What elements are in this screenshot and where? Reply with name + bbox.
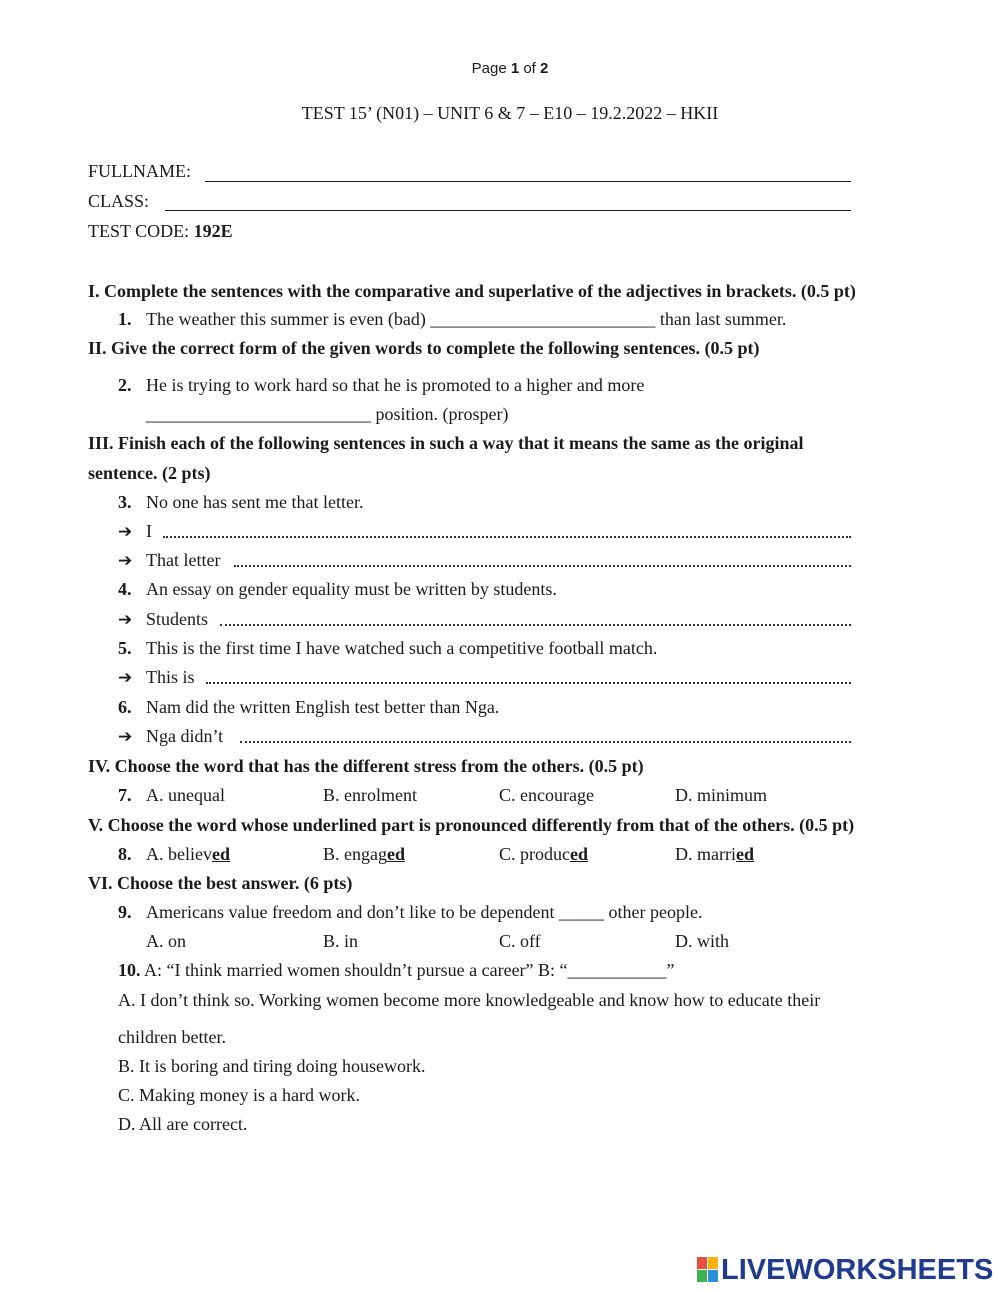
rewrite-6: ➔ Nga didn’t bbox=[118, 726, 224, 747]
question-2: 2. He is trying to work hard so that he is promoted to a higher and more bbox=[118, 375, 645, 395]
arrow-right-icon: ➔ bbox=[118, 668, 133, 688]
option-7d[interactable]: D. minimum bbox=[675, 785, 768, 805]
answer-line-5[interactable] bbox=[206, 682, 851, 684]
question-4: 4. An essay on gender equality must be written by students. bbox=[118, 579, 557, 599]
question-10: 10. A: “I think married women shouldn’t pursue a career” B: “___________” bbox=[118, 960, 675, 980]
arrow-right-icon: ➔ bbox=[118, 727, 133, 747]
option-9a[interactable]: A. on bbox=[146, 931, 186, 951]
answer-blank-1[interactable]: _________________________ bbox=[430, 309, 656, 329]
answer-line-3b[interactable] bbox=[234, 565, 851, 567]
test-code: TEST CODE: 192E bbox=[88, 221, 233, 241]
option-9c[interactable]: C. off bbox=[499, 931, 541, 951]
option-7a[interactable]: A. unequal bbox=[146, 785, 225, 805]
option-10a-line2[interactable]: children better. bbox=[118, 1027, 226, 1047]
option-10a[interactable]: A. I don’t think so. Working women become more knowledgeable and know how to educate their bbox=[118, 990, 821, 1010]
rewrite-3a: ➔ I bbox=[118, 521, 152, 542]
option-7c[interactable]: C. encourage bbox=[499, 785, 594, 805]
test-title: TEST 15’ (N01) – UNIT 6 & 7 – E10 – 19.2.2022 – HKII bbox=[301, 103, 719, 123]
option-8c[interactable]: C. produced bbox=[499, 844, 588, 864]
option-10b[interactable]: B. It is boring and tiring doing housework. bbox=[118, 1056, 426, 1076]
option-9b[interactable]: B. in bbox=[323, 931, 359, 951]
rewrite-3b: ➔ That letter bbox=[118, 550, 221, 571]
logo-block-v bbox=[697, 1270, 707, 1282]
section-3-heading: III. Finish each of the following sentences in such a way that it means the same as the original bbox=[88, 433, 804, 453]
section-2-heading: II. Give the correct form of the given words to complete the following sentences. (0.5 pt) bbox=[88, 338, 760, 358]
logo-block-l bbox=[697, 1257, 707, 1269]
logo-block-i bbox=[708, 1257, 718, 1269]
liveworksheets-wordmark: LIVEWORKSHEETS bbox=[721, 1253, 994, 1286]
question-6: 6. Nam did the written English test better than Nga. bbox=[118, 697, 500, 717]
option-8b[interactable]: B. engaged bbox=[323, 844, 405, 864]
question-5: 5. This is the first time I have watched such a competitive football match. bbox=[118, 638, 658, 658]
option-10d[interactable]: D. All are correct. bbox=[118, 1114, 248, 1134]
class-field[interactable] bbox=[165, 210, 851, 211]
fullname-label: FULLNAME: bbox=[88, 161, 191, 181]
liveworksheets-logo bbox=[697, 1252, 993, 1288]
arrow-right-icon: ➔ bbox=[118, 551, 133, 571]
question-9: 9. Americans value freedom and don’t like to be dependent _____ other people. bbox=[118, 902, 703, 922]
answer-line-4[interactable] bbox=[220, 624, 851, 626]
rewrite-5: ➔ This is bbox=[118, 667, 195, 688]
section-1-heading: I. Complete the sentences with the comparative and superlative of the adjectives in brackets. (0.5 pt) bbox=[88, 281, 856, 301]
option-8a[interactable]: A. believed bbox=[146, 844, 230, 864]
section-4-heading: IV. Choose the word that has the different stress from the others. (0.5 pt) bbox=[88, 756, 644, 776]
logo-block-e bbox=[708, 1270, 718, 1282]
page-indicator: Page 1 of 2 bbox=[471, 60, 549, 77]
option-9d[interactable]: D. with bbox=[675, 931, 729, 951]
fullname-field[interactable] bbox=[205, 181, 851, 182]
option-8d[interactable]: D. married bbox=[675, 844, 754, 864]
section-6-heading: VI. Choose the best answer. (6 pts) bbox=[88, 873, 353, 893]
rewrite-4: ➔ Students bbox=[118, 609, 209, 630]
class-label: CLASS: bbox=[88, 191, 150, 211]
section-3-heading-line2: sentence. (2 pts) bbox=[88, 463, 211, 483]
answer-line-6[interactable] bbox=[240, 741, 851, 743]
liveworksheets-logo-icon bbox=[697, 1257, 719, 1283]
option-10c[interactable]: C. Making money is a hard work. bbox=[118, 1085, 360, 1105]
section-5-heading: V. Choose the word whose underlined part is pronounced differently from that of the others. (0.5 pt) bbox=[88, 815, 855, 835]
answer-blank-2[interactable]: _________________________ bbox=[146, 404, 371, 424]
option-7b[interactable]: B. enrolment bbox=[323, 785, 417, 805]
question-3: 3. No one has sent me that letter. bbox=[118, 492, 364, 512]
question-8-number: 8. bbox=[118, 844, 132, 864]
arrow-right-icon: ➔ bbox=[118, 610, 133, 630]
answer-line-3a[interactable] bbox=[163, 536, 851, 538]
arrow-right-icon: ➔ bbox=[118, 522, 133, 542]
question-7-number: 7. bbox=[118, 785, 132, 805]
question-1: 1. The weather this summer is even (bad) _________________________ than last summer. bbox=[118, 309, 787, 329]
question-2-line2: _________________________ position. (prosper) bbox=[146, 404, 509, 424]
